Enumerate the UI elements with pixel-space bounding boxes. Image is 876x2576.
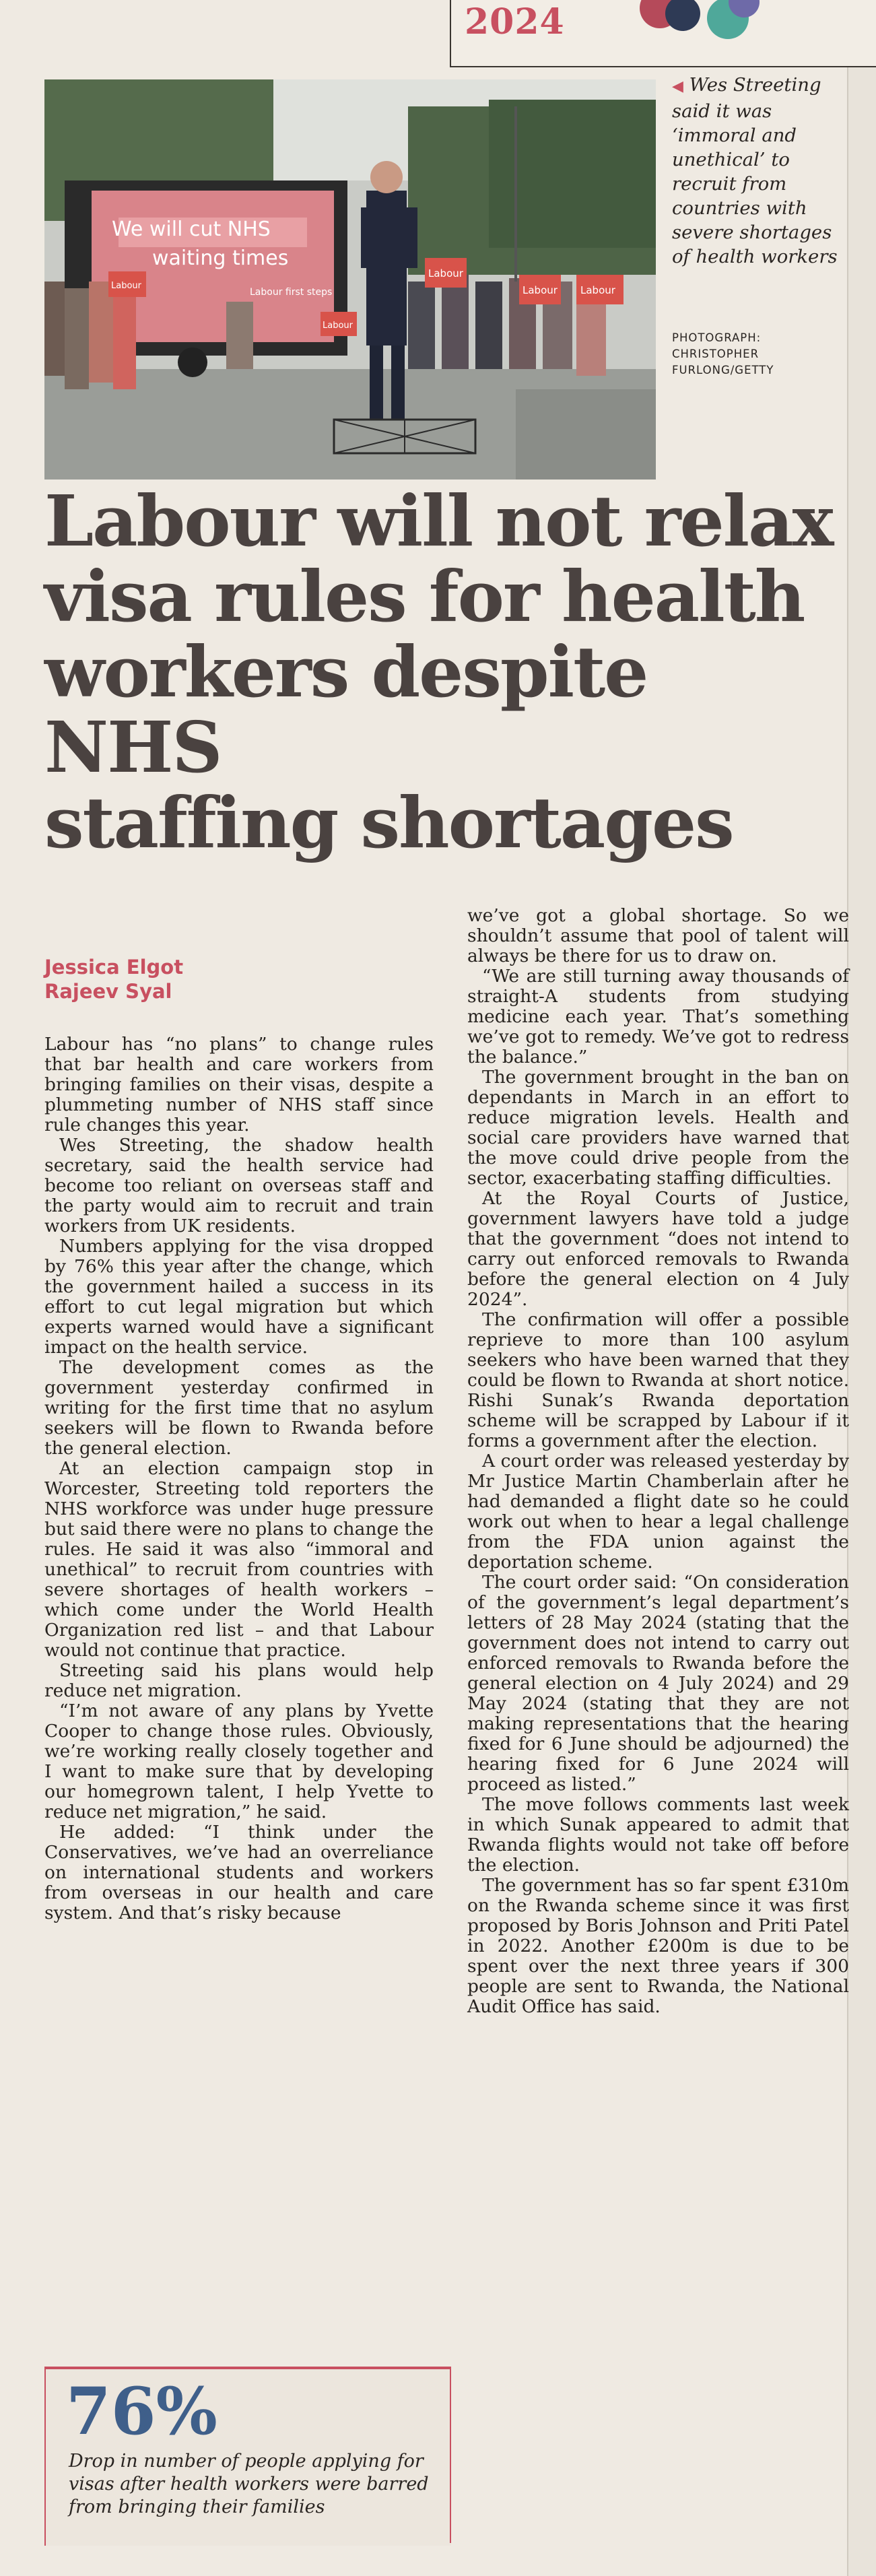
paragraph: we’ve got a global shortage. So we shouldn’t assume that pool of talent will always be there for us to draw on. (467, 905, 849, 966)
section-banner (450, 0, 876, 67)
article-column-right (467, 906, 849, 2017)
paragraph: At an election campaign stop in Worcester, Streeting told reporters the NHS workforce was under huge pressure but said there were no plans to change the rules. He said it was also “immoral and unethical” to recruit from countries with severe shortages of health workers – which come under the World Health Organization red list – and that Labour would not continue that practice. (44, 1458, 434, 1661)
pull-stat-number: 76% (66, 2373, 217, 2449)
paragraph: Wes Streeting, the shadow health secretary, said the health service had become too reliant on overseas staff and the party would aim to recruit and train workers from UK residents. (44, 1135, 434, 1236)
paragraph: “I’m not aware of any plans by Yvette Cooper to change those rules. Obviously, we’re working really closely together and I want to make sure that by developing our homegrown talent, I help Yvette to reduce net migration,” he said. (44, 1700, 434, 1822)
svg-text:Labour: Labour (428, 267, 463, 279)
paragraph: At the Royal Courts of Justice, government lawyers have told a judge that the government “does not intend to carry out enforced removals to Rwanda before the general election on 4 July 2024”. (467, 1188, 849, 1310)
headline-line-3: workers despite NHS (44, 630, 648, 789)
truck-sign-line1: We will cut NHS (112, 218, 271, 241)
photo-credit: PHOTOGRAPH: CHRISTOPHER FURLONG/GETTY (672, 331, 774, 376)
paragraph: Labour has “no plans” to change rules that bar health and care workers from bringing families on their visas, despite a plummeting number of NHS staff since rule changes this year. (44, 1034, 434, 1135)
paragraph: The government brought in the ban on dependants in March in an effort to reduce migration levels. Health and social care providers have warned that the move could drive people from the sector, exacerbating staffing difficulties. (467, 1067, 849, 1189)
headline (44, 480, 846, 864)
paragraph: The court order said: “On consideration of the government’s legal department’s letters of 28 May 2024 (stating that the government does not intend to carry out enforced removals to Rwanda before the general election on 4 July 2024) and 29 May 2024 (stating that they are not making representations that the hearing fixed for 6 June should be adjourned) the hearing fixed for 6 June 2024 will proceed as listed.” (467, 1572, 849, 1795)
banner-dot-navy (665, 0, 700, 31)
svg-text:Labour: Labour (523, 284, 558, 296)
pull-stat-text: Drop in number of people applying for visas after health workers were barred from bringing their families (69, 2451, 429, 2517)
column-divider (450, 2367, 451, 2543)
caption-text: Wes Streeting said it was ‘immoral and unethical’ to recruit from countries with severe shortages of health workers (672, 74, 838, 267)
paragraph: He added: “I think under the Conservatives, we’ve had an overreliance on international students and workers from overseas in our health and care system. And that’s risky because (44, 1822, 434, 1923)
paragraph: The government has so far spent £310m on the Rwanda scheme since it was first proposed by Boris Johnson and Priti Patel in 2022. Another £200m is due to be spent over the next three years if 300 people are sent to Rwanda, the National Audit Office has said. (467, 1875, 849, 2017)
headline-line-2: visa rules for health (44, 555, 805, 638)
photo-caption (672, 73, 847, 269)
svg-text:Labour: Labour (111, 281, 141, 291)
headline-line-1: Labour will not relax (44, 480, 833, 562)
paragraph: The confirmation will offer a possible reprieve to more than 100 asylum seekers who have been warned that they could be flown to Rwanda at short notice. Rishi Sunak’s Rwanda deportation scheme will be scrapped by Labour if it forms a government after the election. (467, 1309, 849, 1451)
article-photo (44, 79, 656, 480)
byline-author-2: Rajeev Syal (44, 980, 172, 1003)
byline-author-1: Jessica Elgot (44, 956, 184, 979)
banner-year: 2024 (465, 1, 565, 42)
article-column-left (44, 1034, 434, 1923)
adjacent-page-edge (847, 0, 876, 2576)
svg-text:Labour: Labour (580, 284, 615, 296)
truck-sign-small: Labour first steps (250, 287, 333, 298)
paragraph: Streeting said his plans would help reduce net migration. (44, 1660, 434, 1701)
paragraph: Numbers applying for the visa dropped by 76% this year after the change, which the government hailed a success in its effort to cut legal migration but which experts warned would have a significant impact on the health service. (44, 1236, 434, 1358)
paragraph: The development comes as the government yesterday confirmed in writing for the first time that no asylum seekers will be flown to Rwanda before the general election. (44, 1357, 434, 1459)
pull-stat-box (44, 2367, 451, 2546)
paragraph: A court order was released yesterday by Mr Justice Martin Chamberlain after he had demanded a flight date so he could work out when to hear a legal challenge from the FDA union against the deportation scheme. (467, 1451, 849, 1573)
svg-text:Labour: Labour (323, 321, 353, 331)
headline-line-4: staffing shortages (44, 781, 733, 864)
truck-sign-line2: waiting times (152, 246, 289, 270)
byline (44, 955, 183, 1003)
caption-arrow-icon: ◀ (672, 78, 683, 95)
paragraph: “We are still turning away thousands of straight-A students from studying medicine each year. That’s something we’ve got to remedy. We’ve got to redress the balance.” (467, 966, 849, 1067)
paragraph: The move follows comments last week in which Sunak appeared to admit that Rwanda flights would not take off before the election. (467, 1794, 849, 1876)
